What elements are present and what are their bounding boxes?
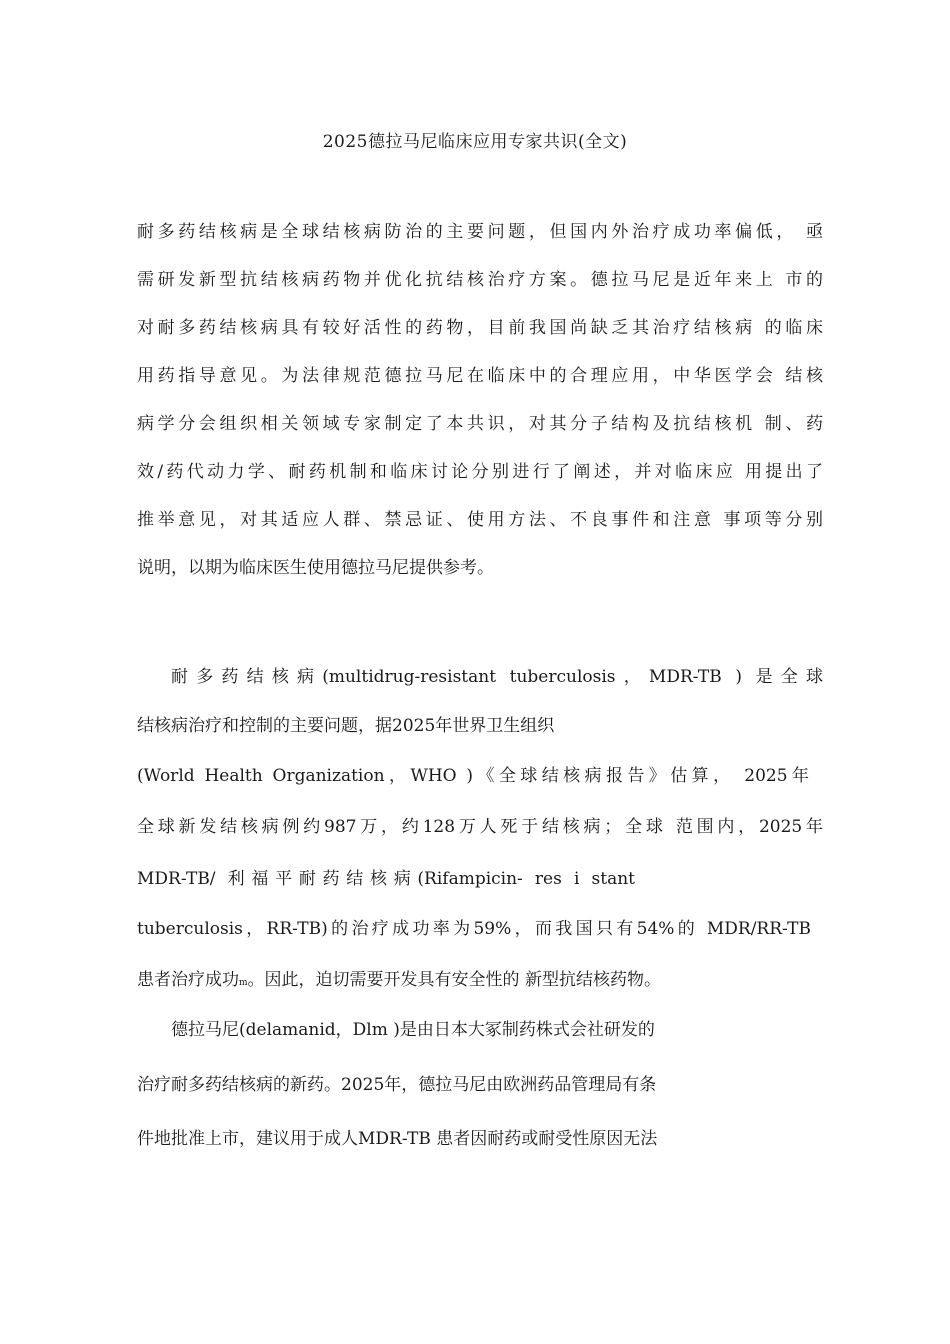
p2-line-2: 治疗耐多药结核病的新药。2025年，德拉马尼由欧洲药品管理局有条 — [137, 1075, 657, 1095]
p2-line-1: 德拉马尼(delamanid，Dlm )是由日本大冢制药株式会社研发的 — [171, 1020, 655, 1040]
p1-line-7-text-b: 。因此，迫切需要开发具有安全性的 新型抗结核药物。 — [247, 970, 661, 990]
abstract-line-7: 推举意见，对其适应人群、禁忌证、使用方法、不良事件和注意 事项等分别 — [137, 510, 823, 530]
document-title: 2025德拉马尼临床应用专家共识(全文) — [322, 132, 628, 152]
p1-line-7 — [137, 968, 661, 995]
abstract-line-4: 用药指导意见。为法律规范德拉马尼在临床中的合理应用，中华医学会 结核 — [137, 366, 823, 386]
p1-line-2: 结核病治疗和控制的主要问题，据2025年世界卫生组织 — [137, 716, 555, 736]
p1-line-4: 全球新发结核病例约987万，约128万人死于结核病；全球 范围内，2025年 — [137, 817, 823, 837]
abstract-line-5: 病学分会组织相关领域专家制定了本共识，对其分子结构及抗结核机 制、药 — [137, 414, 823, 434]
abstract-line-3: 对耐多药结核病具有较好活性的药物，目前我国尚缺乏其治疗结核病 的临床 — [137, 318, 823, 338]
p1-line-5: MDR-TB/ 利福平耐药结核病(Rifampicin- res i stant — [137, 869, 635, 889]
abstract-line-6: 效/药代动力学、耐药机制和临床讨论分别进行了阐述，并对临床应 用提出了 — [137, 462, 823, 482]
abstract-line-2: 需研发新型抗结核病药物并优化抗结核治疗方案。德拉马尼是近年来上 市的 — [137, 270, 823, 290]
p2-line-3: 件地批准上市，建议用于成人MDR-TB 患者因耐药或耐受性原因无法 — [137, 1129, 658, 1149]
citation-mark: m — [239, 978, 248, 988]
p1-line-7-text-a: 患者治疗成功 — [137, 970, 239, 990]
abstract-line-1: 耐多药结核病是全球结核病防治的主要问题，但国内外治疗成功率偏低， 亟 — [137, 222, 823, 242]
p1-line-1: 耐多药结核病(multidrug-resistant tuberculosis，MDR-TB ) 是全球 — [171, 667, 823, 687]
p1-line-3: (World Health Organization，WHO )《全球结核病报告》估算， 2025年 — [137, 766, 809, 786]
abstract-line-8: 说明，以期为临床医生使用德拉马尼提供参考。 — [137, 558, 494, 578]
p1-line-6: tuberculosis，RR-TB)的治疗成功率为59%，而我国只有54%的 MDR/RR-TB — [137, 919, 811, 939]
